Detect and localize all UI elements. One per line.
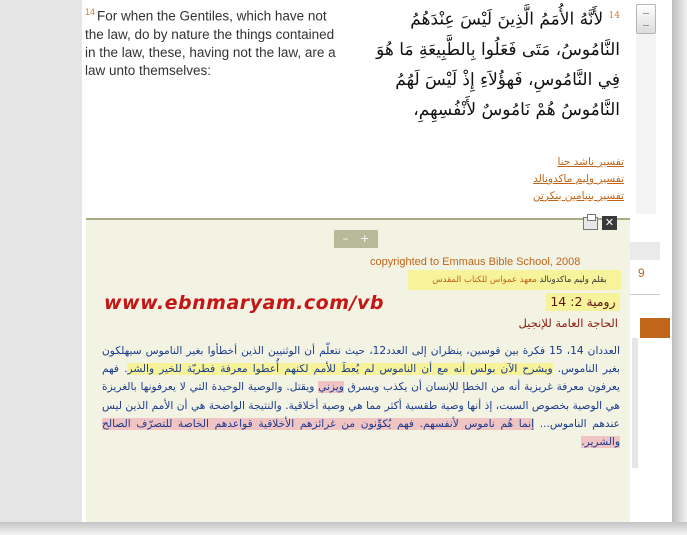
expand-button[interactable]: + [360,232,370,245]
verse-arabic-text: لأَنَّهُ الأُمَمُ الَّذِينَ لَيْسَ عِنْدَهُمُ النَّامُوسُ، مَتَى فَعَلُوا بِالطَّبِيعَةِ مَا هُوَ فِي النَّامُوسِ، فَهؤُلاَءِ إِذْ لَيْسَ لَهُمُ النَّامُوسُ هُمْ نَامُوسٌ لأَنْفُسِهِمِ، [376,9,620,120]
commentary-link-nashed-hanna[interactable]: تفسير ناشد حنا [557,156,624,168]
commentary-body [102,342,620,451]
publisher-badge [408,270,621,290]
watermark-url: www.ebnmaryam.com/vb [104,292,384,314]
body-intro: العددان 14، 15 فكرة بين قوسين، ينظران إلى العدد12، حيث نتعلّم أن الوثنيين الذين أخطأوا بغير الناموس سيهلكون بغير الناموس. [102,345,621,376]
publisher-org: معهد عمواس للكتاب المقدس [432,275,537,285]
close-icon[interactable]: ✕ [602,216,617,230]
commentary-links [482,154,624,205]
printer-icon[interactable] [583,217,598,230]
commentary-link-benjamin-pinkerton[interactable]: تفسير بنيامين بنكرتن [532,190,624,202]
side-tab [630,242,660,260]
collapse-button[interactable]: – [342,232,349,245]
commentary-heading: الحاجة العامة للإنجيل [518,316,618,330]
verse-english-text: For when the Gentiles, which have not the law, do by nature the things contained in the law, these, having not the law, are a law unto themselves: [85,8,336,78]
verse-number: 14 [85,7,96,17]
side-gray-bar [632,338,638,468]
body-highlight-pink-word: ويزني [318,381,344,394]
side-accent-block [640,318,670,338]
scripture-reference: رومية 2: 14 [546,293,620,311]
commentary-link-william-macdonald[interactable]: تفسير وليم ماكدونالد [533,173,624,185]
panel-resize-controls [334,230,378,248]
scrollbar-thumb[interactable] [636,4,656,34]
publisher-author: بقلم وليم ماكدونالد [539,275,607,285]
verse-english [85,3,347,80]
side-number[interactable]: 9 [638,266,645,280]
body-highlight-yellow: ويشرح الآن بولس أنه مع أن الناموس لم يُعطَ للأمم لكنهم أُعطوا معرفة فطريّة للخير والشر [127,363,553,376]
left-gutter [0,0,82,522]
verse-section [82,0,630,214]
copyright-text: copyrighted to Emmaus Bible School, 2008 [370,256,581,268]
body-highlight-pink: إنما هُم ناموس لأنفسهم. فهم يُكوِّنون من غرائزهم الأخلاقية قواعدهم الخاصة للتصرّف الصالح والشرير. [102,417,620,449]
verse-arabic [352,1,620,125]
body-continued: . فهم يعرفون معرفة غريزية أنه من الخطإ للإنسان أن يكذب ويسرق [102,363,620,394]
verse-number-arabic: 14 [608,11,620,21]
window-shadow-bottom [0,522,687,535]
body-middle: ويقتل. والوصية الوحيدة التي لا يعرفونها بالغريزة هي الوصية بخصوص السبت، إذ أنها وصية طقسية أكثر مما هي وصية أخلاقية. والنتيجة الواضحة هي أن الأمم الذين ليس عندهم الناموس... [102,381,620,430]
side-divider [630,294,660,295]
vertical-scrollbar[interactable] [636,4,656,214]
window-shadow-right [672,0,687,535]
